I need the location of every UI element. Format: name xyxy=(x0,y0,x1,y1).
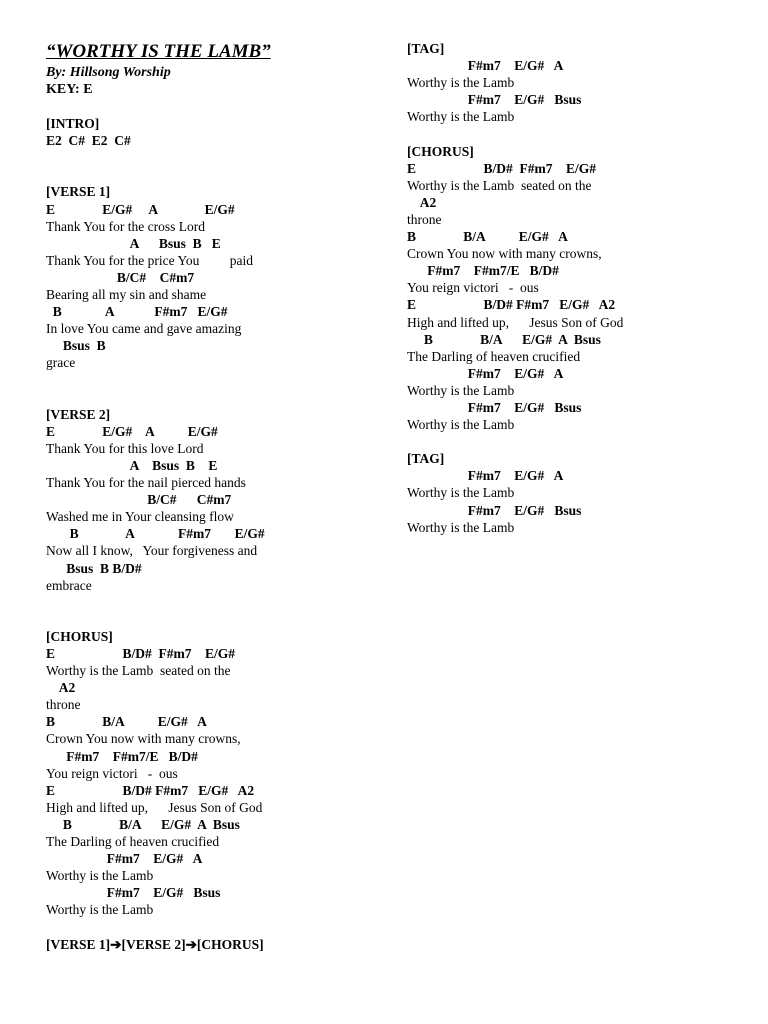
song-flow: [VERSE 1]➔[VERSE 2]➔[CHORUS] xyxy=(46,936,264,952)
verse1-section xyxy=(46,183,386,371)
chord-line: E B/D# F#m7 E/G# xyxy=(407,160,597,176)
chord-line: E B/D# F#m7 E/G# A2 xyxy=(46,782,255,798)
right-column xyxy=(407,40,747,536)
chord-line: F#m7 E/G# A xyxy=(407,365,564,381)
lyric-line: Bearing all my sin and shame xyxy=(46,287,207,303)
lyric-line: Worthy is the Lamb xyxy=(407,109,515,125)
lyric-line: Now all I know, Your forgiveness and xyxy=(46,543,258,559)
chord-line: A Bsus B E xyxy=(46,457,218,473)
lyric-line: Worthy is the Lamb seated on the xyxy=(407,177,592,193)
lyric-line: Crown You now with many crowns, xyxy=(46,731,241,747)
tag-section xyxy=(407,40,747,125)
lyric-line: Thank You for the price You paid xyxy=(46,252,253,268)
lyric-line: Worthy is the Lamb xyxy=(407,382,515,398)
chord-line: B B/A E/G# A xyxy=(407,229,568,245)
lyric-line: grace xyxy=(46,355,76,371)
chord-line: B B/A E/G# A Bsus xyxy=(46,816,240,832)
lyric-line: Thank You for the nail pierced hands xyxy=(46,475,246,491)
chord-line: F#m7 E/G# A xyxy=(407,58,564,74)
chord-line: A2 xyxy=(46,680,76,696)
lyric-line: Worthy is the Lamb xyxy=(407,417,515,433)
chord-line: F#m7 E/G# A xyxy=(407,468,564,484)
lyric-line: Worthy is the Lamb xyxy=(46,868,154,884)
chord-line: B B/A E/G# A xyxy=(46,714,207,730)
tag-section xyxy=(407,450,747,535)
section-label-verse2: [VERSE 2] xyxy=(46,406,111,422)
chord-line: F#m7 F#m7/E B/D# xyxy=(46,748,198,764)
chord-line: F#m7 E/G# Bsus xyxy=(407,92,582,108)
song-key: KEY: E xyxy=(46,82,93,97)
intro-chords: E2 C# E2 C# xyxy=(46,133,131,149)
lyric-line: Washed me in Your cleansing flow xyxy=(46,509,234,525)
chord-line: E B/D# F#m7 E/G# A2 xyxy=(407,297,616,313)
section-label-tag: [TAG] xyxy=(407,41,445,56)
lyric-line: throne xyxy=(46,697,81,713)
chord-line: F#m7 E/G# Bsus xyxy=(407,399,582,415)
chord-line: F#m7 E/G# A xyxy=(46,851,203,867)
lyric-line: throne xyxy=(407,211,442,227)
chord-line: B A F#m7 E/G# xyxy=(46,304,228,320)
section-label-tag: [TAG] xyxy=(407,451,445,467)
lyric-line: Worthy is the Lamb xyxy=(407,519,515,535)
lyric-line: Crown You now with many crowns, xyxy=(407,246,602,262)
left-column xyxy=(46,40,386,953)
chord-line: Bsus B B/D# xyxy=(46,560,142,576)
lyric-line: You reign victori - ous xyxy=(407,280,539,296)
chord-line: A2 xyxy=(407,194,437,210)
chord-line: F#m7 E/G# Bsus xyxy=(46,885,221,901)
lyric-line: The Darling of heaven crucified xyxy=(407,348,581,364)
chord-line: E E/G# A E/G# xyxy=(46,423,218,439)
lyric-line: In love You came and gave amazing xyxy=(46,321,242,337)
lyric-line: Worthy is the Lamb xyxy=(46,902,154,918)
song-author: By: Hillsong Worship xyxy=(46,65,171,80)
chord-line: B A F#m7 E/G# xyxy=(46,526,265,542)
lyric-line: Thank You for the cross Lord xyxy=(46,218,205,234)
chord-line: B B/A E/G# A Bsus xyxy=(407,331,601,347)
chord-line: F#m7 F#m7/E B/D# xyxy=(407,263,559,279)
chord-line: Bsus B xyxy=(46,338,106,354)
lyric-line: Thank You for this love Lord xyxy=(46,440,204,456)
chord-line: E B/D# F#m7 E/G# xyxy=(46,646,236,661)
chorus-section xyxy=(407,143,747,434)
lyric-line: The Darling of heaven crucified xyxy=(46,834,220,850)
chord-line: F#m7 E/G# Bsus xyxy=(407,502,582,518)
chord-line: B/C# C#m7 xyxy=(46,269,195,285)
lyric-line: embrace xyxy=(46,577,92,593)
lyric-line: High and lifted up, Jesus Son of God xyxy=(407,314,624,330)
lyric-line: Worthy is the Lamb seated on the xyxy=(46,663,231,679)
lyric-line: Worthy is the Lamb xyxy=(407,485,515,501)
chord-line: E E/G# A E/G# xyxy=(46,201,235,217)
lyric-line: Worthy is the Lamb xyxy=(407,75,515,91)
lyric-line: High and lifted up, Jesus Son of God xyxy=(46,799,263,815)
verse2-section xyxy=(46,406,386,594)
section-label-intro: [INTRO] xyxy=(46,116,100,132)
lyric-line: You reign victori - ous xyxy=(46,765,178,781)
section-label-chorus: [CHORUS] xyxy=(46,628,113,644)
section-label-verse1: [VERSE 1] xyxy=(46,184,111,200)
chord-line: A Bsus B E xyxy=(46,235,221,251)
chorus-section xyxy=(46,628,386,919)
section-label-chorus: [CHORUS] xyxy=(407,143,474,159)
chord-line: B/C# C#m7 xyxy=(46,492,232,508)
song-title: “WORTHY IS THE LAMB” xyxy=(46,41,271,62)
